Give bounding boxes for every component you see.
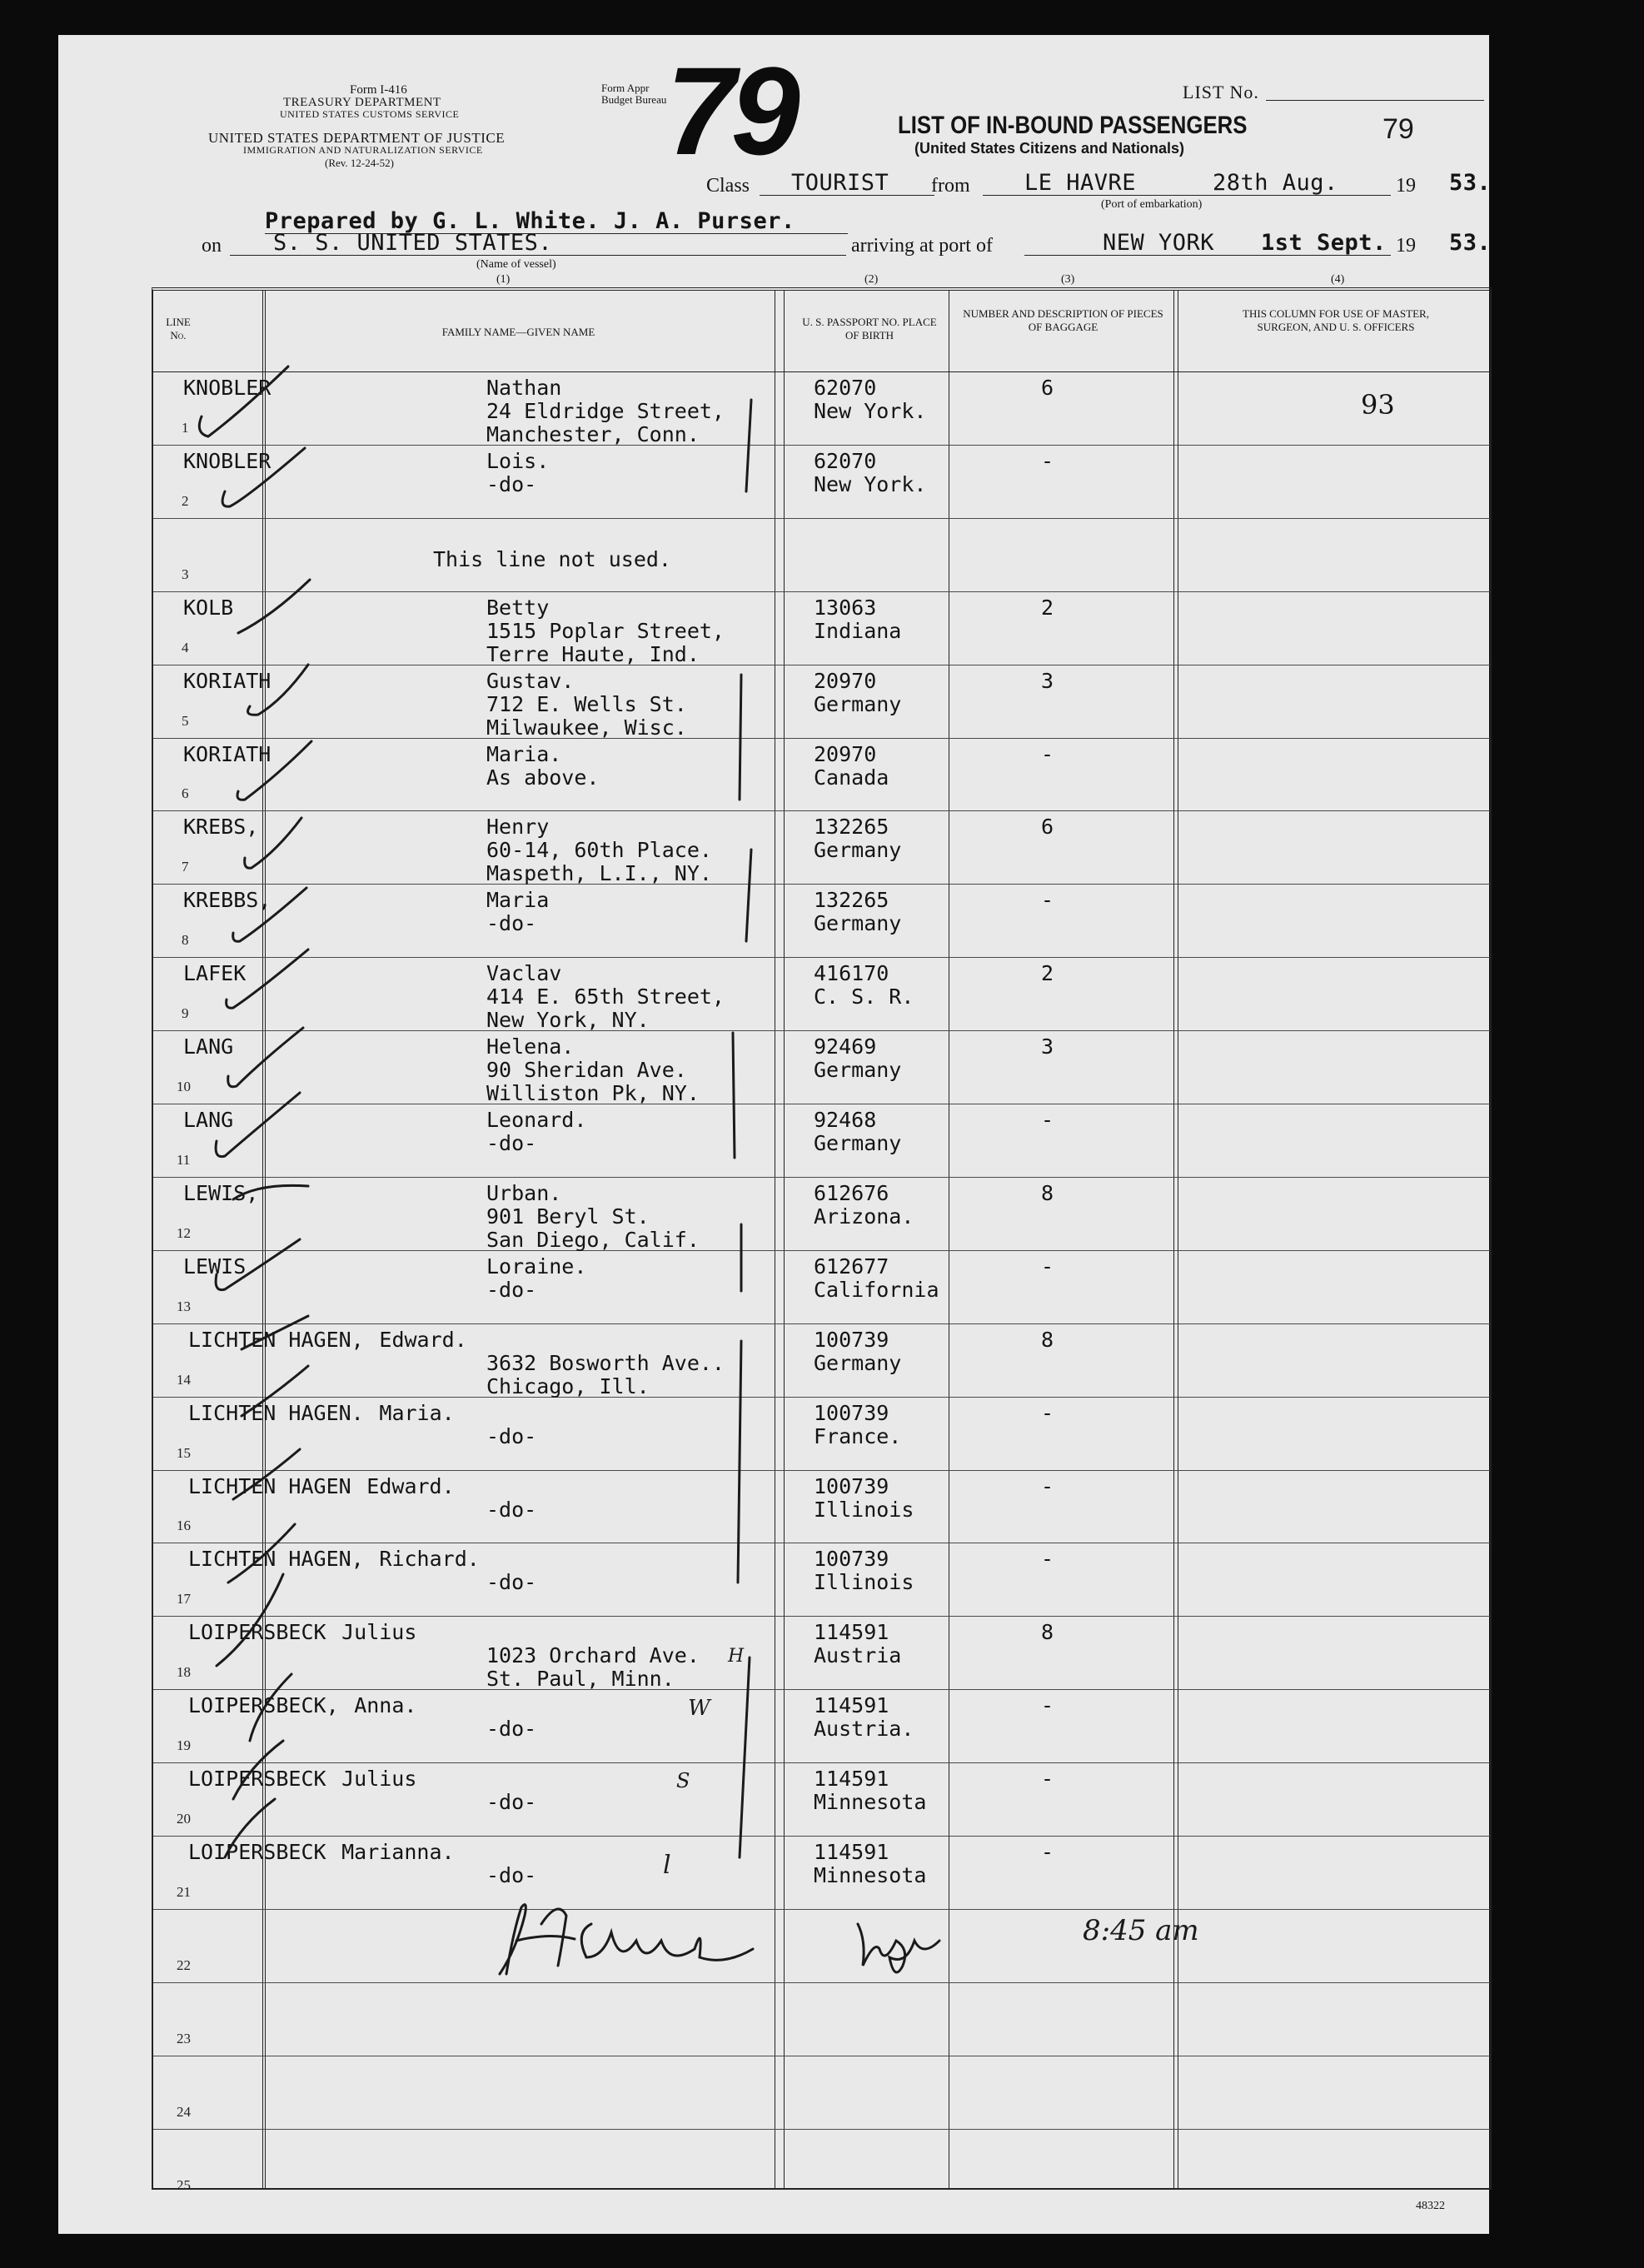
officer-note: 93 [1361,389,1395,421]
line-number: 13 [177,1298,191,1314]
line-number: 11 [177,1151,191,1168]
place-of-birth: New York. [814,399,927,423]
address-line: 60-14, 60th Place. [486,838,712,863]
given-name: Leonard. [486,1108,587,1132]
family-name: KORIATH [183,741,272,766]
line-number: 4 [182,639,189,655]
row-rule [153,1689,1490,1690]
address-line: -do- [486,1277,537,1302]
given-name: Urban. [486,1180,562,1205]
arrival-port: NEW YORK [1103,230,1215,256]
passport-number: 612677 [814,1254,889,1279]
family-name: LICHTEN HAGEN, [188,1547,364,1572]
family-name: LEWIS, [183,1180,259,1205]
margin-check-marks [192,358,325,1907]
baggage-count: 8 [1041,1180,1054,1205]
address-line: 1023 Orchard Ave. [486,1643,700,1668]
baggage-count: - [1041,1473,1054,1498]
department-of-justice: UNITED STATES DEPARTMENT OF JUSTICE [208,130,506,146]
place-of-birth: Germany [814,1131,902,1155]
row-rule [153,518,1490,519]
address-line: -do- [486,1717,537,1742]
vessel-caption: (Name of vessel) [476,258,556,271]
given-name: Edward. [379,1327,467,1352]
given-name: Edward. [366,1473,455,1498]
form-revision: (Rev. 12-24-52) [325,157,394,169]
row-rule [153,1250,1490,1251]
treasury-department: TREASURY DEPARTMENT [283,96,441,109]
address-line: Chicago, Ill. [486,1373,650,1398]
line-number: 19 [177,1737,191,1754]
address-line: -do- [486,1423,537,1448]
side-annotation: H [728,1646,745,1667]
row-rule [153,445,1490,446]
immigration-service: IMMIGRATION AND NATURALIZATION SERVICE [243,144,483,156]
list-title: LIST OF IN-BOUND PASSENGERS [898,112,1248,139]
line-number: 6 [182,785,189,802]
prepared-by: Prepared by G. L. White. J. A. Purser. [265,208,795,234]
place-of-birth: France. [814,1423,902,1448]
baggage-count: 3 [1041,668,1054,693]
line-number: 1 [182,419,189,436]
address-line: Manchester, Conn. [486,422,700,446]
column-number-4: (4) [1331,273,1345,286]
given-name: Helena. [486,1034,575,1059]
column-header-baggage: NUMBER AND DESCRIPTION OF PIECES OF BAGGAGE [963,307,1163,333]
given-name: Anna. [354,1693,417,1718]
line-number: 24 [177,2103,191,2120]
family-name: LICHTEN HAGEN, [188,1327,364,1352]
column-header-officers: THIS COLUMN FOR USE OF MASTER, SURGEON, AND U. S. OFFICERS [1243,307,1429,333]
passport-number: 132265 [814,815,889,840]
baggage-count: 6 [1041,376,1054,400]
family-name: KOLB [183,595,234,620]
family-name: LOIPERSBECK [188,1620,326,1645]
address-line: -do- [486,1497,537,1522]
class-label: Class [706,175,750,197]
place-of-birth: C. S. R. [814,984,914,1009]
row-rule [153,1397,1490,1398]
place-of-birth: New York. [814,471,927,496]
row-rule [153,957,1490,958]
passport-number: 13063 [814,595,877,620]
row-rule [153,884,1490,885]
arrival-year: 53. [1449,230,1492,256]
line-number: 2 [182,492,189,509]
baggage-count: - [1041,1693,1054,1718]
line-number: 16 [177,1518,191,1534]
place-of-birth: Germany [814,838,902,863]
budget-bureau: Budget Bureau [601,93,667,106]
line-number: 9 [182,1005,189,1022]
family-name: KREBBS, [183,888,272,913]
column-header-line-no: LINE No. [166,316,191,341]
given-name: Loraine. [486,1254,587,1279]
place-of-birth: Austria. [814,1717,914,1742]
given-name: Marianna. [341,1840,455,1864]
passport-number: 20970 [814,741,877,766]
header-separator [153,371,1490,372]
given-name: Nathan [486,376,562,400]
baggage-count: - [1041,1547,1054,1572]
place-of-birth: Minnesota [814,1790,927,1815]
line-number: 22 [177,1956,191,1973]
family-name: LANG [183,1034,234,1059]
baggage-count: 3 [1041,1034,1054,1059]
family-name: LANG [183,1108,234,1132]
address-line: New York, NY. [486,1008,650,1033]
given-name: Gustav. [486,668,575,693]
unused-line-note: This line not used. [433,546,671,571]
place-of-birth: Minnesota [814,1863,927,1887]
family-name: KNOBLER [183,376,272,400]
address-line: 24 Eldridge Street, [486,399,725,423]
baggage-count: - [1041,1767,1054,1792]
stamped-list-number: 79 [666,41,795,181]
address-line: -do- [486,911,537,936]
side-annotation: S [676,1769,690,1792]
passport-number: 416170 [814,961,889,986]
column-header-name: FAMILY NAME—GIVEN NAME [441,326,595,338]
margin-mark: 6 [90,52,109,86]
class-value: TOURIST [791,170,889,196]
place-of-birth: California [814,1277,939,1302]
address-line: As above. [486,765,600,790]
family-name: KREBS, [183,815,259,840]
passport-number: 114591 [814,1840,889,1864]
address-line: 90 Sheridan Ave. [486,1058,687,1083]
print-code: 48322 [1416,2200,1445,2212]
place-of-birth: Germany [814,1350,902,1375]
passport-number: 62070 [814,376,877,400]
inspector-signature [491,1891,1058,1991]
baggage-count: - [1041,888,1054,913]
form-approved: Form Appr [601,82,650,94]
passport-number: 62070 [814,448,877,473]
given-name: Maria [486,888,550,913]
embarkation-date: 28th Aug. [1213,170,1338,196]
place-of-birth: Illinois [814,1570,914,1595]
place-of-birth: Germany [814,691,902,716]
line-number: 7 [182,859,189,875]
baggage-count: - [1041,741,1054,766]
passport-number: 92468 [814,1108,877,1132]
line-number: 5 [182,712,189,729]
column-header-passport: U. S. PASSPORT NO. PLACE OF BIRTH [802,316,937,341]
column-divider [1173,291,1174,2188]
baggage-count: 2 [1041,961,1054,986]
baggage-count: - [1041,1254,1054,1279]
passport-number: 114591 [814,1767,889,1792]
given-name: Vaclav [486,961,562,986]
given-name: Lois. [486,448,550,473]
from-label: from [931,175,970,197]
address-line: -do- [486,1863,537,1887]
address-line: -do- [486,471,537,496]
arrival-time-note: 8:45 am [1083,1914,1199,1947]
baggage-count: - [1041,448,1054,473]
place-of-birth: Illinois [814,1497,914,1522]
baggage-count: 6 [1041,815,1054,840]
baggage-count: - [1041,1108,1054,1132]
embarkation-year: 53. [1449,170,1492,196]
list-no-value: 79 [1382,113,1414,145]
list-no-label: LIST No. [1183,82,1259,102]
family-name: LICHTEN HAGEN. [188,1400,364,1425]
line-number: 10 [177,1079,191,1094]
passport-number: 132265 [814,888,889,913]
baggage-count: - [1041,1400,1054,1425]
passport-number: 92469 [814,1034,877,1059]
column-number-1: (1) [496,273,511,286]
line-number: 20 [177,1811,191,1827]
row-rule [153,1616,1490,1617]
address-line: 1515 Poplar Street, [486,618,725,643]
given-name: Julius [341,1620,417,1645]
address-line: 3632 Bosworth Ave.. [486,1350,725,1375]
vessel-name: S. S. UNITED STATES. [273,230,553,256]
place-of-birth: Germany [814,1058,902,1083]
passport-number: 114591 [814,1620,889,1645]
side-annotation: W [688,1696,710,1721]
passport-number: 100739 [814,1327,889,1352]
line-number: 14 [177,1371,191,1388]
place-of-birth: Austria [814,1643,902,1668]
customs-service: UNITED STATES CUSTOMS SERVICE [280,108,460,120]
family-name: KNOBLER [183,448,272,473]
address-line: Terre Haute, Ind. [486,641,700,666]
line-number: 3 [182,566,189,582]
given-name: Maria. [486,741,562,766]
address-line: Milwaukee, Wisc. [486,715,687,740]
line-number: 23 [177,2030,191,2046]
year-prefix-embark: 19 [1396,175,1416,197]
family-name: LEWIS [183,1254,247,1279]
family-name: LOIPERSBECK, [188,1693,339,1718]
arriving-label: arriving at port of [851,235,993,257]
row-rule [153,1762,1490,1763]
address-line: 712 E. Wells St. [486,691,687,716]
given-name: Maria. [379,1400,455,1425]
column-number-3: (3) [1061,273,1075,286]
form-number: Form I-416 [350,83,407,97]
family-name: KORIATH [183,668,272,693]
place-of-birth: Germany [814,911,902,936]
passport-number: 100739 [814,1547,889,1572]
address-line: 901 Beryl St. [486,1204,650,1229]
port-embark-caption: (Port of embarkation) [1101,198,1203,211]
baggage-count: 2 [1041,595,1054,620]
row-rule [153,1030,1490,1031]
given-name: Betty [486,595,550,620]
passport-number: 100739 [814,1400,889,1425]
address-line: -do- [486,1131,537,1155]
passport-number: 612676 [814,1180,889,1205]
on-label: on [202,235,222,257]
passport-number: 114591 [814,1693,889,1718]
baggage-count: 8 [1041,1620,1054,1645]
family-name: LOIPERSBECK [188,1840,326,1864]
row-rule [153,1323,1490,1324]
line-number: 17 [177,1591,191,1608]
port-of-embarkation: LE HAVRE [1024,170,1137,196]
line-number: 8 [182,932,189,949]
address-line: Maspeth, L.I., NY. [486,861,712,886]
address-line: San Diego, Calif. [486,1227,700,1252]
place-of-birth: Arizona. [814,1204,914,1229]
arrival-date: 1st Sept. [1261,230,1387,256]
line-number: 18 [177,1664,191,1681]
side-annotation: l [663,1851,671,1880]
given-name: Henry [486,815,550,840]
line-number: 25 [177,2176,191,2193]
address-line: 414 E. 65th Street, [486,984,725,1009]
list-subtitle: (United States Citizens and Nationals) [914,140,1185,157]
row-rule [153,2129,1490,2130]
address-line: Williston Pk, NY. [486,1081,700,1106]
row-rule [153,738,1490,739]
line-number: 15 [177,1444,191,1461]
family-name: LOIPERSBECK [188,1767,326,1792]
row-rule [153,1177,1490,1178]
row-rule [153,1836,1490,1837]
baggage-count: 8 [1041,1327,1054,1352]
given-name: Richard. [379,1547,480,1572]
place-of-birth: Indiana [814,618,902,643]
row-rule [153,810,1490,811]
line-number: 12 [177,1224,191,1241]
given-name: Julius [341,1767,417,1792]
passport-number: 100739 [814,1473,889,1498]
passport-number: 20970 [814,668,877,693]
row-rule [153,591,1490,592]
column-number-2: (2) [864,273,879,286]
row-rule [153,1470,1490,1471]
baggage-count: - [1041,1840,1054,1864]
family-name: LAFEK [183,961,247,986]
address-line: -do- [486,1790,537,1815]
year-prefix-arrival: 19 [1396,235,1416,257]
line-number: 21 [177,1883,191,1900]
place-of-birth: Canada [814,765,889,790]
family-name: LICHTEN HAGEN [188,1473,351,1498]
address-line: St. Paul, Minn. [486,1667,675,1692]
list-no-underline [1266,100,1484,101]
address-line: -do- [486,1570,537,1595]
